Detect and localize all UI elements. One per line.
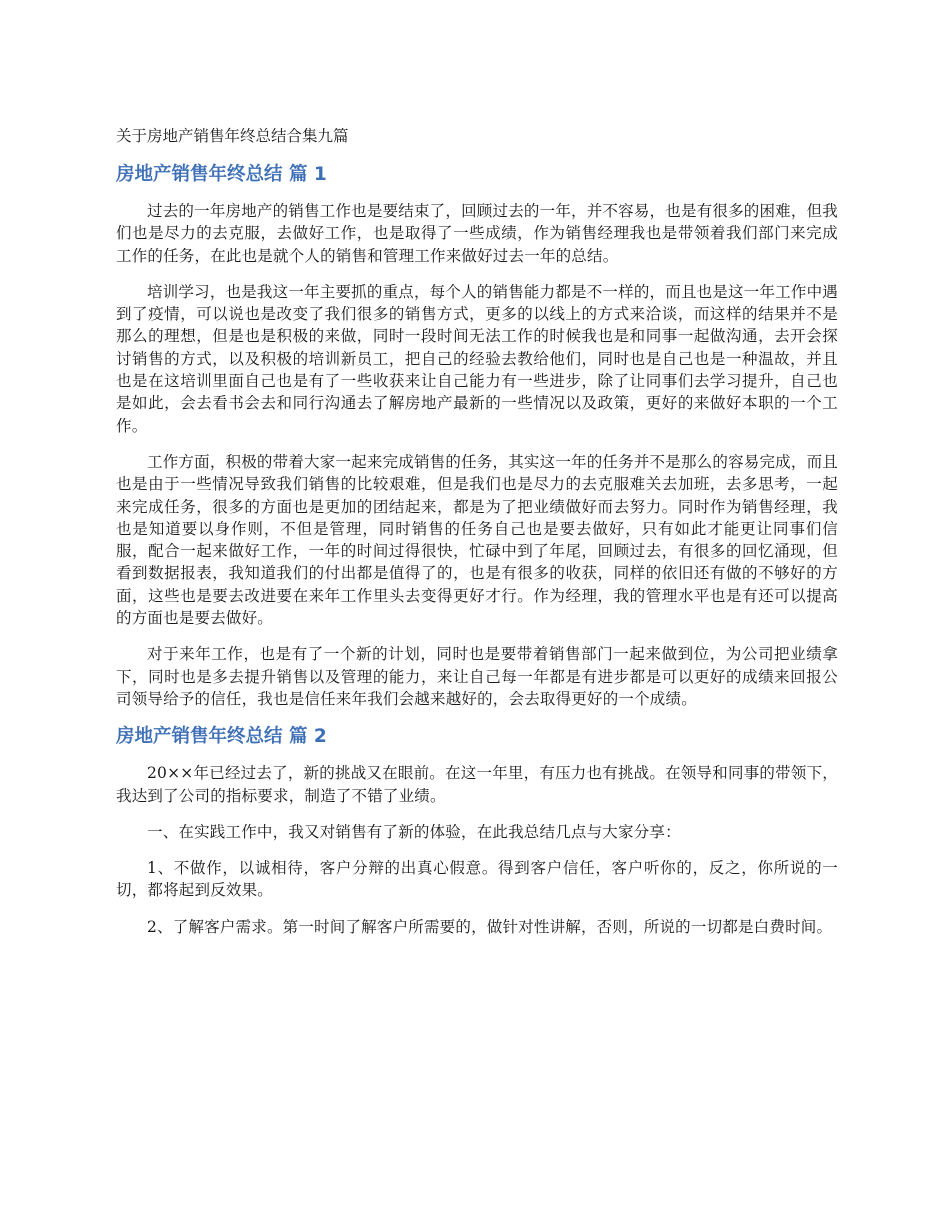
document-page	[116, 124, 838, 952]
paragraph: 培训学习，也是我这一年主要抓的重点，每个人的销售能力都是不一样的，而且也是这一年工作中遇到了疫情，可以说也是改变了我们很多的销售方式，更多的以线上的方式来洽谈，而这样的结果并不是那么的理想，但是也是积极的来做，同时一段时间无法工作的时候我也是和同事一起做沟通，去开会探讨销售的方式，以及积极的培训新员工，把自己的经验去教给他们，同时也是自己也是一种温故，并且也是在这培训里面自己也是有了一些收获来让自己能力有一些进步，除了让同事们去学习提升，自己也是如此，会去看书会去和同行沟通去了解房地产最新的一些情况以及政策，更好的来做好本职的一个工作。	[116, 282, 838, 435]
paragraph: 2、了解客户需求。第一时间了解客户所需要的，做针对性讲解，否则，所说的一切都是白费时间。	[147, 917, 833, 936]
section-1	[116, 162, 838, 710]
paragraph: 一、在实践工作中，我又对销售有了新的体验，在此我总结几点与大家分享：	[147, 822, 681, 841]
paragraph: 对于来年工作，也是有了一个新的计划，同时也是要带着销售部门一起来做到位，为公司把业绩拿下，同时也是多去提升销售以及管理的能力，来让自己每一年都是有进步都是可以更好的成绩来回报公司领导给予的信任，我也是信任来年我们会越来越好的，会去取得更好的一个成绩。	[116, 645, 838, 708]
paragraph: 过去的一年房地产的销售工作也是要结束了，回顾过去的一年，并不容易，也是有很多的困难，但我们也是尽力的去克服，去做好工作，也是取得了一些成绩，作为销售经理我也是带领着我们部门来完成工作的任务，在此也是就个人的销售和管理工作来做好过去一年的总结。	[116, 202, 838, 265]
document-title: 关于房地产销售年终总结合集九篇	[116, 127, 349, 145]
section-2	[116, 724, 838, 938]
section-heading: 房地产销售年终总结 篇 1	[116, 164, 327, 185]
paragraph: 20××年已经过去了，新的挑战又在眼前。在这一年里，有压力也有挑战。在领导和同事的带领下，我达到了公司的指标要求，制造了不错了业绩。	[116, 764, 838, 805]
paragraph: 1、不做作，以诚相待，客户分辩的出真心假意。得到客户信任，客户听你的，反之，你所说的一切，都将起到反效果。	[116, 859, 838, 900]
section-heading: 房地产销售年终总结 篇 2	[116, 726, 327, 748]
paragraph: 工作方面，积极的带着大家一起来完成销售的任务，其实这一年的任务并不是那么的容易完成，而且也是由于一些情况导致我们销售的比较艰难，但是我们也是尽力的去克服难关去加班，去多思考，一起来完成任务，很多的方面也是更加的团结起来，都是为了把业绩做好而去努力。同时作为销售经理，我也是知道要以身作则，不但是管理，同时销售的任务自己也是要去做好，只有如此才能更让同事们信服，配合一起来做好工作，一年的时间过得很快，忙碌中到了年尾，回顾过去，有很多的回忆涌现，但看到数据报表，我知道我们的付出都是值得了的，也是有很多的收获，同样的依旧还有做的不够好的方面，这些也是要去改进要在来年工作里头去变得更好才行。作为经理，我的管理水平也是有还可以提高的方面也是要去做好。	[116, 452, 838, 628]
